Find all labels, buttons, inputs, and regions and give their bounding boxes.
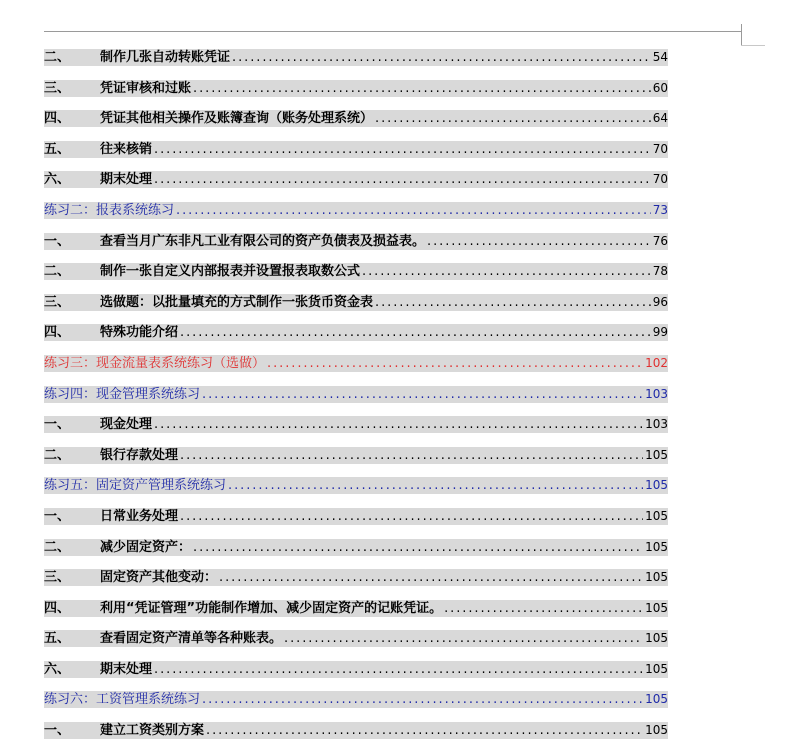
toc-entry-number: 五、 — [44, 631, 71, 647]
toc-entry-title: 利用“凭证管理”功能制作增加、减少固定资产的记账凭证。 — [100, 600, 443, 616]
page-margin-line-horizontal — [44, 31, 742, 32]
toc-entry[interactable] — [44, 661, 668, 678]
toc-entry[interactable] — [44, 477, 668, 494]
toc-entry-page-number: 70 — [652, 172, 668, 187]
toc-entry[interactable] — [44, 294, 668, 311]
toc-entry-title: 期末处理 — [100, 661, 153, 677]
toc-entry[interactable] — [44, 141, 668, 158]
toc-entry-title: 日常业务处理 — [100, 508, 179, 524]
toc-dot-leader — [232, 49, 651, 66]
toc-dot-leader — [154, 141, 651, 158]
toc-entry-page-number: 78 — [652, 264, 668, 279]
toc-entry-title: 练习六：工资管理系统练习 — [44, 692, 201, 708]
toc-entry[interactable] — [44, 600, 668, 617]
toc-entry-number: 二、 — [44, 50, 71, 65]
toc-entry[interactable] — [44, 386, 668, 403]
toc-entry-page-number: 64 — [652, 111, 668, 126]
toc-entry-title: 往来核销 — [100, 141, 153, 157]
toc-entry-title: 银行存款处理 — [100, 447, 179, 463]
toc-dot-leader — [154, 661, 643, 678]
toc-entry-title: 练习三：现金流量表系统练习（选做） — [44, 355, 266, 371]
toc-entry[interactable] — [44, 110, 668, 127]
toc-entry[interactable] — [44, 416, 668, 433]
toc-entry[interactable] — [44, 569, 668, 586]
toc-entry[interactable] — [44, 49, 668, 66]
toc-entry-page-number: 105 — [645, 723, 668, 738]
toc-entry[interactable] — [44, 722, 668, 739]
toc-entry-page-number: 70 — [652, 141, 668, 156]
toc-entry-title: 固定资产其他变动： — [100, 570, 218, 586]
toc-entry[interactable] — [44, 508, 668, 525]
toc-entry[interactable] — [44, 539, 668, 556]
toc-entry-number: 一、 — [44, 417, 71, 433]
toc-entry[interactable] — [44, 630, 668, 647]
toc-entry-number: 四、 — [44, 325, 71, 341]
toc-dot-leader — [154, 416, 643, 433]
toc-entry-page-number: 60 — [652, 80, 668, 95]
toc-entry-title: 练习五：固定资产管理系统练习 — [44, 478, 227, 494]
toc-dot-leader — [154, 171, 651, 188]
toc-dot-leader — [375, 110, 651, 127]
toc-entry-page-number: 105 — [645, 539, 668, 554]
toc-entry[interactable] — [44, 202, 668, 219]
toc-entry-title: 练习二：报表系统练习 — [44, 202, 175, 218]
toc-entry[interactable] — [44, 447, 668, 464]
toc-entry-page-number: 105 — [645, 570, 668, 585]
toc-entry[interactable] — [44, 171, 668, 188]
toc-entry-page-number: 105 — [645, 661, 668, 676]
toc-entry[interactable] — [44, 263, 668, 280]
toc-entry-title: 期末处理 — [100, 172, 153, 188]
toc-entry-number: 一、 — [44, 233, 71, 249]
toc-entry-page-number: 73 — [652, 202, 668, 217]
toc-entry-number: 三、 — [44, 570, 71, 586]
toc-dot-leader — [180, 508, 643, 525]
toc-dot-leader — [444, 600, 643, 617]
toc-entry[interactable] — [44, 355, 668, 372]
toc-entry-title: 制作几张自动转账凭证 — [100, 50, 231, 65]
toc-entry-page-number: 105 — [645, 600, 668, 615]
page-margin-line-vertical — [741, 24, 742, 46]
toc-dot-leader — [180, 447, 643, 464]
toc-entry-page-number: 103 — [645, 417, 668, 432]
toc-entry-title: 建立工资类别方案 — [100, 723, 205, 739]
toc-dot-leader — [180, 324, 651, 341]
toc-entry-title: 练习四：现金管理系统练习 — [44, 386, 201, 402]
toc-entry-title: 制作一张自定义内部报表并设置报表取数公式 — [100, 264, 361, 280]
toc-dot-leader — [375, 294, 651, 311]
toc-entry-page-number: 105 — [645, 508, 668, 523]
toc-dot-leader — [202, 691, 643, 708]
toc-entry-number: 三、 — [44, 294, 71, 310]
toc-entry-page-number: 76 — [652, 233, 668, 248]
toc-entry-number: 一、 — [44, 723, 71, 739]
toc-entry-title: 特殊功能介绍 — [100, 325, 179, 341]
toc-entry-number: 五、 — [44, 141, 71, 157]
toc-entry-page-number: 103 — [645, 386, 668, 401]
toc-entry-page-number: 54 — [652, 50, 668, 64]
toc-entry-page-number: 105 — [645, 447, 668, 462]
toc-entry-page-number: 105 — [645, 478, 668, 493]
toc-entry-page-number: 105 — [645, 692, 668, 707]
toc-entry[interactable] — [44, 233, 668, 250]
toc-entry-number: 四、 — [44, 111, 71, 127]
toc-entry-number: 四、 — [44, 600, 71, 616]
toc-dot-leader — [206, 722, 643, 739]
toc-entry-title: 现金处理 — [100, 417, 153, 433]
toc-entry[interactable] — [44, 80, 668, 97]
toc-dot-leader — [267, 355, 643, 372]
table-of-contents — [44, 49, 668, 744]
toc-dot-leader — [284, 630, 643, 647]
toc-dot-leader — [362, 263, 651, 280]
toc-entry-number: 二、 — [44, 539, 71, 555]
toc-dot-leader — [176, 202, 651, 219]
toc-dot-leader — [219, 569, 643, 586]
toc-entry[interactable] — [44, 691, 668, 708]
toc-entry-page-number: 99 — [652, 325, 668, 340]
toc-entry-title: 减少固定资产： — [100, 539, 192, 555]
toc-entry[interactable] — [44, 324, 668, 341]
toc-entry-page-number: 96 — [652, 294, 668, 309]
toc-entry-number: 二、 — [44, 264, 71, 280]
toc-entry-title: 凭证审核和过账 — [100, 80, 192, 96]
toc-entry-number: 三、 — [44, 80, 71, 96]
toc-entry-title: 查看固定资产清单等各种账表。 — [100, 631, 283, 647]
toc-dot-leader — [427, 233, 651, 250]
toc-entry-page-number: 105 — [645, 631, 668, 646]
toc-entry-title: 凭证其他相关操作及账簿查询（账务处理系统） — [100, 111, 374, 127]
toc-dot-leader — [193, 539, 643, 556]
toc-entry-page-number: 102 — [645, 355, 668, 370]
toc-dot-leader — [193, 80, 651, 97]
toc-entry-title: 查看当月广东非凡工业有限公司的资产负债表及损益表。 — [100, 233, 426, 249]
toc-entry-title: 选做题：以批量填充的方式制作一张货币资金表 — [100, 294, 374, 310]
toc-dot-leader — [228, 477, 643, 494]
toc-entry-number: 一、 — [44, 508, 71, 524]
toc-entry-number: 六、 — [44, 172, 71, 188]
toc-dot-leader — [202, 386, 643, 403]
toc-entry-number: 六、 — [44, 661, 71, 677]
toc-entry-number: 二、 — [44, 447, 71, 463]
page-margin-corner-mark — [741, 45, 765, 46]
